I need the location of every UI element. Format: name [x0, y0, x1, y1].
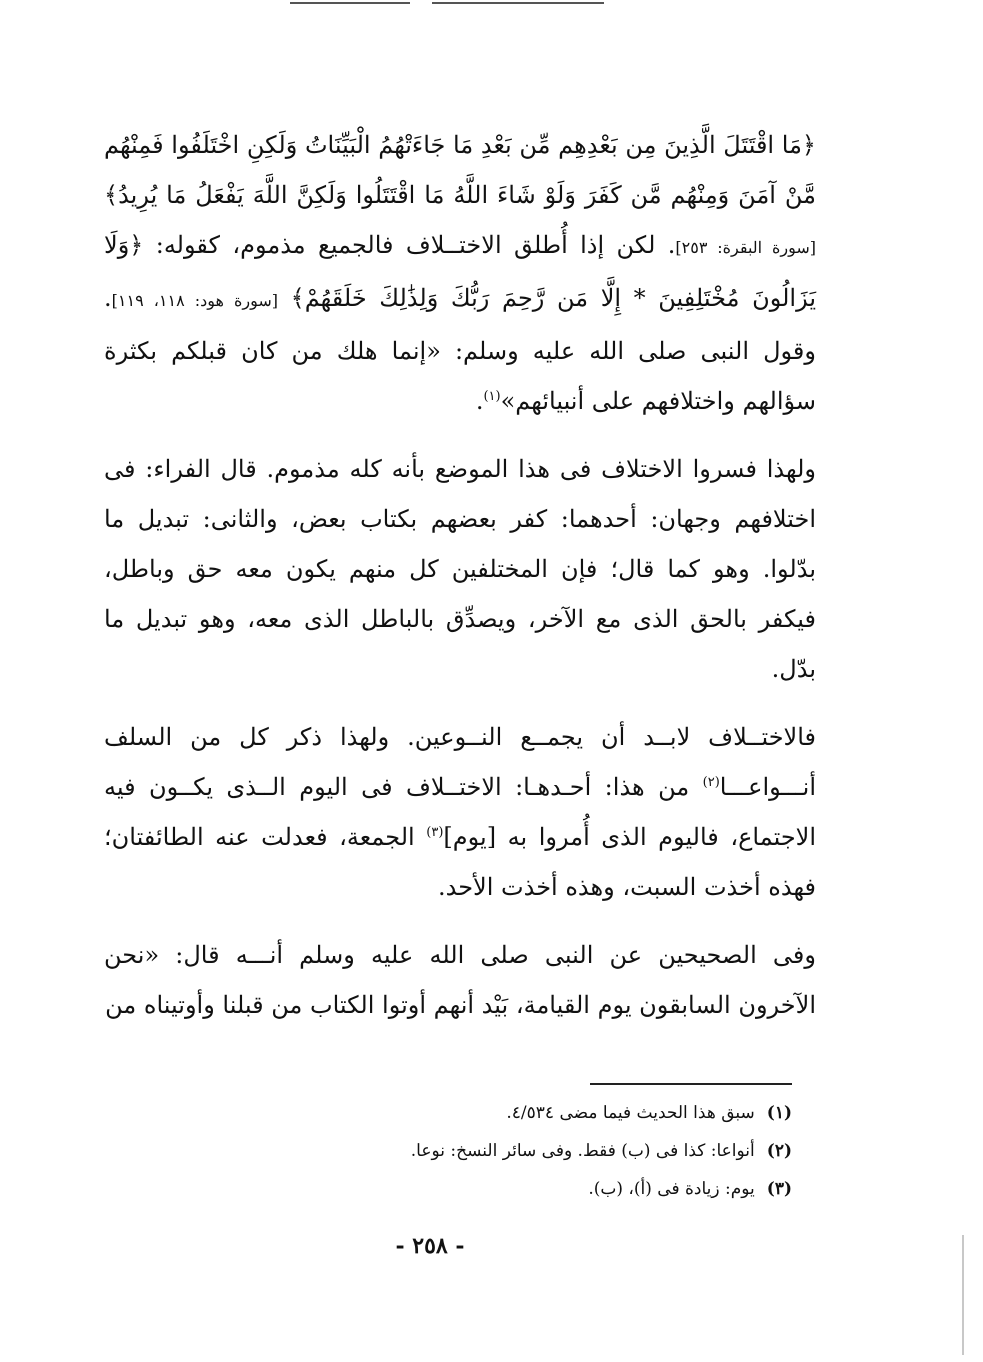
text-segment: . وقول النبى صلى الله عليه وسلم: «إنما هلك من كان قبلكم بكثرة سؤالهم واختلافهم على أنبيائهم» [104, 284, 816, 415]
text-segment: الجمعة، فعدلت عنه الطائفتان؛ فهذه أخذت السبت، وهذه أخذت الأحد. [104, 823, 816, 901]
footnote-number: (٣) [766, 1179, 792, 1199]
paragraph-4 [104, 930, 816, 1030]
footnote-separator [590, 1083, 792, 1085]
scan-edge-line [962, 1235, 964, 1355]
text-segment: . لكن إذا أُطلق الاختــلاف فالجميع مذموم، كقوله: ﴿وَلَا يَزَالُونَ مُخْتَلِفِينَ * إِلَّا مَن رَّحِمَ رَبُّكَ وَلِذَٰلِكَ خَلَقَهُمْ﴾ [104, 231, 816, 312]
text-segment: ولهذا فسروا الاختلاف فى هذا الموضع بأنه كله مذموم. قال الفراء: فى اختلافهم وجهان: أحدهما: كفر بعضهم بكتاب بعض، والثانى: تبديل ما بدّلوا. وهو كما قال؛ فإن المختلفين كل منهم يكون معه حق وباطل، فيكفر بالحق الذى مع الآخر، ويصدِّق بالباطل الذى معه، وهو تبديل ما بدّل. [104, 455, 816, 683]
footnote-marker: (٢) [702, 775, 720, 790]
footnote-text: يوم: زيادة فى (أ)، (ب). [588, 1179, 755, 1199]
footnote-3 [300, 1170, 792, 1208]
footnote-1 [300, 1094, 792, 1132]
text-segment: وفى الصحيحين عن النبى صلى الله عليه وسلم أنـــه قال: «نحن الآخرون السابقون يوم القيامة، بَيْد أنهم أوتوا الكتاب من قبلنا وأوتيناه من [104, 941, 816, 1019]
text-segment: فالاختــلاف لابــد أن يجمــع النــوعين. ولهذا ذكر كل من السلف أنـــواعـــا [104, 723, 816, 801]
surah-reference: [سورة هود: ١١٨، ١١٩] [111, 291, 279, 310]
text-segment: ﴿مَا اقْتَتَلَ الَّذِينَ مِن بَعْدِهِم مِّن بَعْدِ مَا جَاءَتْهُمُ الْبَيِّنَاتُ وَلَكِنِ اخْتَلَفُوا فَمِنْهُم مَّنْ آمَنَ وَمِنْهُم مَّن كَفَرَ وَلَوْ شَاءَ اللَّهُ مَا اقْتَتَلُوا وَلَكِنَّ اللَّهَ يَفْعَلُ مَا يُرِيدُ﴾ [104, 131, 816, 209]
footnote-2 [300, 1132, 792, 1170]
text-segment: . [475, 387, 484, 415]
footnote-number: (٢) [766, 1141, 792, 1161]
top-scan-rule-left [290, 2, 410, 4]
paragraph-3 [104, 712, 816, 912]
main-text [104, 120, 816, 1030]
footnote-marker: (٣) [426, 825, 444, 840]
page-number: - ٢٥٨ - [395, 1233, 465, 1259]
top-scan-rule-right [432, 2, 604, 4]
surah-reference: [سورة البقرة: ٢٥٣] [675, 238, 816, 257]
footnote-text: أنواعا: كذا فى (ب) فقط. وفى سائر النسخ: نوعا. [410, 1141, 755, 1161]
footnotes [300, 1094, 792, 1208]
footnote-marker: (١) [483, 389, 501, 404]
text-segment: من هذا: أحـدهـا: الاختــلاف فى اليوم الــذى يكــون فيه الاجتماع، فاليوم الذى أُمروا به [يوم] [104, 773, 817, 851]
paragraph-1 [104, 120, 816, 426]
paragraph-2 [104, 444, 816, 694]
footnote-text: سبق هذا الحديث فيما مضى ٤/٥٣٤. [506, 1103, 755, 1123]
footnote-number: (١) [766, 1103, 792, 1123]
